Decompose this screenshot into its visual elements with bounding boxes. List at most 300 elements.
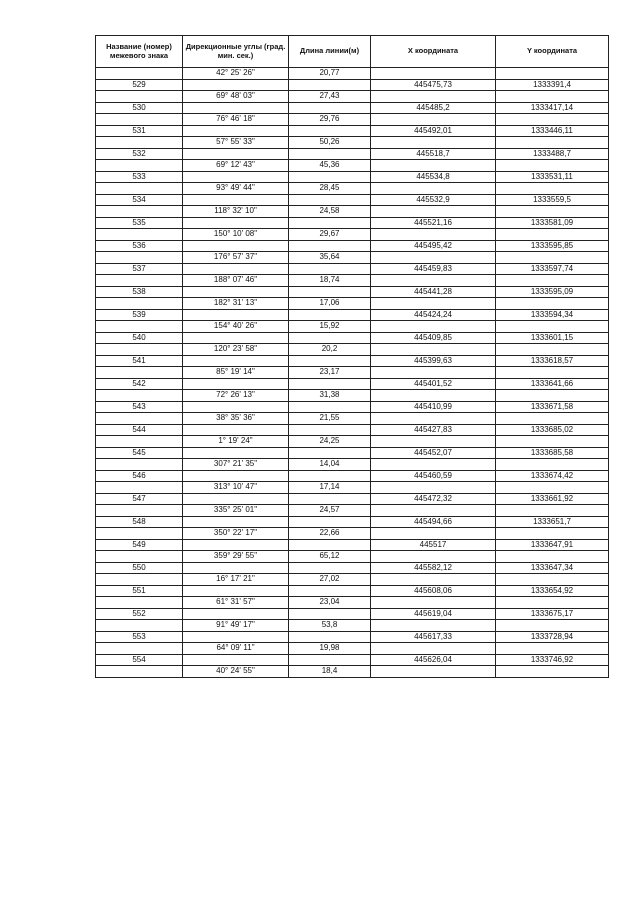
point-row [96,194,609,206]
angle-cell: 64° 09' 11" [183,643,289,655]
segment-row [96,367,609,379]
empty-cell [371,321,496,333]
angle-cell: 76° 46' 18" [183,114,289,126]
segment-row [96,298,609,310]
empty-cell [96,137,183,149]
empty-cell [289,654,371,666]
point-row [96,539,609,551]
empty-cell [183,585,289,597]
point-name-cell: 546 [96,470,183,482]
table-body [96,68,609,678]
angle-cell: 72° 26' 13" [183,390,289,402]
empty-cell [289,470,371,482]
x-coordinate-cell: 445485,2 [371,102,496,114]
y-coordinate-cell: 1333594,34 [496,309,609,321]
empty-cell [371,436,496,448]
segment-row [96,275,609,287]
length-cell: 24,58 [289,206,371,218]
empty-cell [496,436,609,448]
segment-row [96,666,609,678]
empty-cell [96,413,183,425]
empty-cell [289,79,371,91]
y-coordinate-cell: 1333595,85 [496,240,609,252]
segment-row [96,321,609,333]
boundary-points-table [95,35,609,678]
length-cell: 14,04 [289,459,371,471]
empty-cell [496,137,609,149]
point-name-cell: 545 [96,447,183,459]
y-coordinate-cell: 1333661,92 [496,493,609,505]
point-name-cell: 531 [96,125,183,137]
empty-cell [496,91,609,103]
length-cell: 50,26 [289,137,371,149]
angle-cell: 176° 57' 37" [183,252,289,264]
empty-cell [183,562,289,574]
y-coordinate-cell: 1333647,34 [496,562,609,574]
empty-cell [371,528,496,540]
empty-cell [371,390,496,402]
y-coordinate-cell: 1333651,7 [496,516,609,528]
x-coordinate-cell: 445399,63 [371,355,496,367]
empty-cell [371,206,496,218]
point-row [96,401,609,413]
empty-cell [371,413,496,425]
x-coordinate-cell: 445619,04 [371,608,496,620]
empty-cell [183,263,289,275]
y-coordinate-cell: 1333654,92 [496,585,609,597]
angle-cell: 57° 55' 33" [183,137,289,149]
empty-cell [96,206,183,218]
empty-cell [371,367,496,379]
y-coordinate-cell: 1333559,5 [496,194,609,206]
point-row [96,240,609,252]
point-name-cell: 547 [96,493,183,505]
y-coordinate-cell: 1333391,4 [496,79,609,91]
point-name-cell: 540 [96,332,183,344]
empty-cell [371,160,496,172]
empty-cell [371,68,496,80]
length-cell: 29,76 [289,114,371,126]
header-x: X координата [371,36,496,68]
empty-cell [96,91,183,103]
segment-row [96,436,609,448]
point-name-cell: 550 [96,562,183,574]
segment-row [96,643,609,655]
length-cell: 35,64 [289,252,371,264]
length-cell: 20,77 [289,68,371,80]
empty-cell [496,459,609,471]
point-row [96,470,609,482]
length-cell: 45,36 [289,160,371,172]
empty-cell [289,102,371,114]
point-name-cell: 543 [96,401,183,413]
angle-cell: 188° 07' 46" [183,275,289,287]
y-coordinate-cell: 1333641,66 [496,378,609,390]
segment-row [96,137,609,149]
point-name-cell: 529 [96,79,183,91]
empty-cell [289,378,371,390]
point-row [96,424,609,436]
empty-cell [96,666,183,678]
x-coordinate-cell: 445521,16 [371,217,496,229]
empty-cell [289,148,371,160]
empty-cell [371,643,496,655]
length-cell: 24,25 [289,436,371,448]
point-row [96,355,609,367]
point-row [96,378,609,390]
y-coordinate-cell: 1333417,14 [496,102,609,114]
empty-cell [96,643,183,655]
point-row [96,217,609,229]
empty-cell [289,332,371,344]
empty-cell [289,585,371,597]
length-cell: 20,2 [289,344,371,356]
empty-cell [496,367,609,379]
empty-cell [371,298,496,310]
empty-cell [96,528,183,540]
empty-cell [289,217,371,229]
empty-cell [289,447,371,459]
point-row [96,309,609,321]
empty-cell [496,551,609,563]
empty-cell [371,459,496,471]
segment-row [96,91,609,103]
segment-row [96,252,609,264]
segment-row [96,551,609,563]
y-coordinate-cell: 1333674,42 [496,470,609,482]
length-cell: 31,38 [289,390,371,402]
length-cell: 21,55 [289,413,371,425]
empty-cell [496,643,609,655]
empty-cell [289,516,371,528]
x-coordinate-cell: 445492,01 [371,125,496,137]
segment-row [96,505,609,517]
empty-cell [371,275,496,287]
empty-cell [289,125,371,137]
point-name-cell: 532 [96,148,183,160]
empty-cell [289,240,371,252]
empty-cell [96,298,183,310]
point-row [96,654,609,666]
empty-cell [289,194,371,206]
x-coordinate-cell: 445424,24 [371,309,496,321]
angle-cell: 313° 10' 47" [183,482,289,494]
empty-cell [496,68,609,80]
point-name-cell: 548 [96,516,183,528]
point-row [96,332,609,344]
length-cell: 19,98 [289,643,371,655]
point-row [96,171,609,183]
angle-cell: 16° 17' 21" [183,574,289,586]
y-coordinate-cell: 1333685,58 [496,447,609,459]
empty-cell [496,413,609,425]
angle-cell: 69° 48' 03" [183,91,289,103]
empty-cell [371,551,496,563]
empty-cell [183,148,289,160]
x-coordinate-cell: 445582,12 [371,562,496,574]
empty-cell [496,597,609,609]
point-name-cell: 539 [96,309,183,321]
segment-row [96,574,609,586]
empty-cell [183,447,289,459]
y-coordinate-cell: 1333488,7 [496,148,609,160]
length-cell: 27,02 [289,574,371,586]
angle-cell: 359° 29' 55" [183,551,289,563]
length-cell: 23,17 [289,367,371,379]
x-coordinate-cell: 445534,8 [371,171,496,183]
point-name-cell: 530 [96,102,183,114]
empty-cell [183,194,289,206]
length-cell: 17,06 [289,298,371,310]
empty-cell [371,229,496,241]
empty-cell [96,114,183,126]
empty-cell [496,505,609,517]
empty-cell [496,574,609,586]
y-coordinate-cell: 1333446,11 [496,125,609,137]
y-coordinate-cell: 1333597,74 [496,263,609,275]
point-name-cell: 533 [96,171,183,183]
empty-cell [371,252,496,264]
empty-cell [371,91,496,103]
x-coordinate-cell: 445626,04 [371,654,496,666]
x-coordinate-cell: 445410,99 [371,401,496,413]
empty-cell [183,516,289,528]
empty-cell [289,539,371,551]
point-name-cell: 552 [96,608,183,620]
segment-row [96,390,609,402]
x-coordinate-cell: 445617,33 [371,631,496,643]
empty-cell [496,344,609,356]
header-row [96,36,609,68]
length-cell: 17,14 [289,482,371,494]
empty-cell [371,574,496,586]
point-name-cell: 551 [96,585,183,597]
header-angle: Дирекционные углы (град. мин. сек.) [183,36,289,68]
x-coordinate-cell: 445427,83 [371,424,496,436]
angle-cell: 350° 22' 17" [183,528,289,540]
angle-cell: 40° 24' 55" [183,666,289,678]
point-row [96,562,609,574]
empty-cell [289,424,371,436]
empty-cell [96,160,183,172]
empty-cell [183,286,289,298]
empty-cell [289,562,371,574]
angle-cell: 150° 10' 08" [183,229,289,241]
x-coordinate-cell: 445460,59 [371,470,496,482]
x-coordinate-cell: 445475,73 [371,79,496,91]
empty-cell [183,102,289,114]
angle-cell: 120° 23' 58" [183,344,289,356]
empty-cell [96,183,183,195]
empty-cell [183,631,289,643]
angle-cell: 118° 32' 10" [183,206,289,218]
empty-cell [371,620,496,632]
length-cell: 28,45 [289,183,371,195]
angle-cell: 307° 21' 35" [183,459,289,471]
point-row [96,125,609,137]
x-coordinate-cell: 445409,85 [371,332,496,344]
length-cell: 23,04 [289,597,371,609]
empty-cell [371,183,496,195]
point-name-cell: 554 [96,654,183,666]
x-coordinate-cell: 445494,66 [371,516,496,528]
empty-cell [496,252,609,264]
empty-cell [96,459,183,471]
empty-cell [289,263,371,275]
empty-cell [96,482,183,494]
empty-cell [183,355,289,367]
y-coordinate-cell: 1333581,09 [496,217,609,229]
length-cell: 18,4 [289,666,371,678]
segment-row [96,344,609,356]
segment-row [96,413,609,425]
empty-cell [289,171,371,183]
empty-cell [183,171,289,183]
angle-cell: 182° 31' 13" [183,298,289,310]
y-coordinate-cell: 1333685,02 [496,424,609,436]
point-name-cell: 541 [96,355,183,367]
point-name-cell: 549 [96,539,183,551]
length-cell: 27,43 [289,91,371,103]
point-row [96,585,609,597]
empty-cell [496,666,609,678]
y-coordinate-cell: 1333531,11 [496,171,609,183]
point-row [96,148,609,160]
header-y: Y координата [496,36,609,68]
segment-row [96,229,609,241]
x-coordinate-cell: 445441,28 [371,286,496,298]
empty-cell [183,401,289,413]
point-row [96,263,609,275]
point-row [96,516,609,528]
empty-cell [371,137,496,149]
empty-cell [183,240,289,252]
empty-cell [496,298,609,310]
point-row [96,286,609,298]
empty-cell [496,321,609,333]
empty-cell [496,528,609,540]
x-coordinate-cell: 445452,07 [371,447,496,459]
x-coordinate-cell: 445472,32 [371,493,496,505]
y-coordinate-cell: 1333675,17 [496,608,609,620]
x-coordinate-cell: 445532,9 [371,194,496,206]
empty-cell [96,275,183,287]
x-coordinate-cell: 445401,52 [371,378,496,390]
point-row [96,79,609,91]
point-name-cell: 536 [96,240,183,252]
header-name: Название (номер) межевого знака [96,36,183,68]
empty-cell [96,68,183,80]
empty-cell [96,252,183,264]
segment-row [96,114,609,126]
x-coordinate-cell: 445517 [371,539,496,551]
empty-cell [496,114,609,126]
length-cell: 29,67 [289,229,371,241]
empty-cell [183,217,289,229]
empty-cell [183,378,289,390]
header-length: Длина линии(м) [289,36,371,68]
angle-cell: 93° 49' 44" [183,183,289,195]
length-cell: 53,8 [289,620,371,632]
angle-cell: 61° 31' 57" [183,597,289,609]
empty-cell [371,666,496,678]
empty-cell [496,183,609,195]
angle-cell: 91° 49' 17" [183,620,289,632]
empty-cell [496,482,609,494]
point-row [96,631,609,643]
empty-cell [96,390,183,402]
empty-cell [371,482,496,494]
segment-row [96,160,609,172]
angle-cell: 69° 12' 43" [183,160,289,172]
empty-cell [371,505,496,517]
y-coordinate-cell: 1333601,15 [496,332,609,344]
empty-cell [183,424,289,436]
length-cell: 15,92 [289,321,371,333]
segment-row [96,183,609,195]
angle-cell: 1° 19' 24" [183,436,289,448]
point-name-cell: 538 [96,286,183,298]
segment-row [96,482,609,494]
x-coordinate-cell: 445608,06 [371,585,496,597]
empty-cell [289,286,371,298]
empty-cell [371,344,496,356]
point-name-cell: 542 [96,378,183,390]
segment-row [96,459,609,471]
y-coordinate-cell: 1333595,09 [496,286,609,298]
empty-cell [496,229,609,241]
length-cell: 65,12 [289,551,371,563]
empty-cell [371,114,496,126]
y-coordinate-cell: 1333647,91 [496,539,609,551]
empty-cell [183,654,289,666]
empty-cell [96,229,183,241]
empty-cell [96,620,183,632]
empty-cell [183,608,289,620]
point-row [96,102,609,114]
empty-cell [289,355,371,367]
empty-cell [96,321,183,333]
empty-cell [371,597,496,609]
empty-cell [289,401,371,413]
point-row [96,447,609,459]
y-coordinate-cell: 1333728,94 [496,631,609,643]
empty-cell [496,160,609,172]
empty-cell [96,505,183,517]
empty-cell [183,332,289,344]
empty-cell [289,493,371,505]
empty-cell [96,436,183,448]
y-coordinate-cell: 1333618,57 [496,355,609,367]
empty-cell [183,539,289,551]
point-row [96,493,609,505]
segment-row [96,528,609,540]
empty-cell [96,574,183,586]
empty-cell [289,631,371,643]
length-cell: 24,57 [289,505,371,517]
segment-row [96,620,609,632]
empty-cell [96,367,183,379]
empty-cell [289,309,371,321]
angle-cell: 154° 40' 26" [183,321,289,333]
empty-cell [96,551,183,563]
point-name-cell: 553 [96,631,183,643]
point-name-cell: 544 [96,424,183,436]
empty-cell [183,125,289,137]
empty-cell [496,206,609,218]
empty-cell [183,309,289,321]
angle-cell: 38° 35' 36" [183,413,289,425]
